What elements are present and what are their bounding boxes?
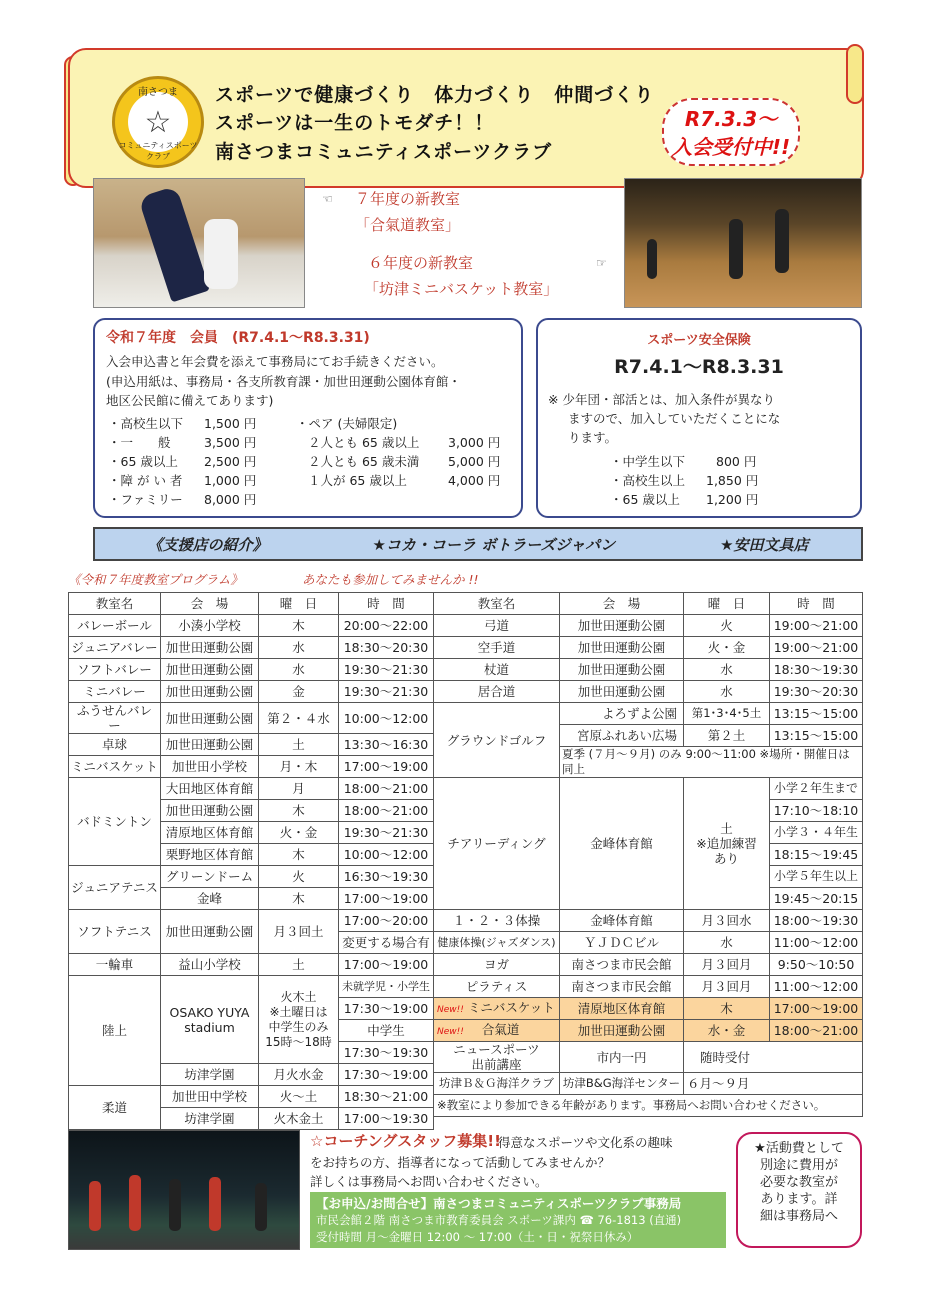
class-name: 居合道 <box>434 681 560 703</box>
table-row-new <box>434 998 863 1020</box>
time: 17:30～19:30 <box>339 1042 434 1064</box>
class-name: ミニバスケット <box>69 756 161 778</box>
time: 17:00～19:00 <box>770 998 863 1020</box>
venue: 加世田運動公園 <box>560 615 684 637</box>
day: 月３回月 <box>684 954 770 976</box>
time: 11:00～12:00 <box>770 932 863 954</box>
day: 水 <box>684 659 770 681</box>
coaching-title: ☆コーチングスタッフ募集!! <box>310 1132 501 1150</box>
class-name: バレーボール <box>69 615 161 637</box>
class-name: 陸上 <box>69 976 161 1086</box>
venue: 坊津学園 <box>161 1108 259 1130</box>
table-row <box>434 659 863 681</box>
pair-label: １人が 65 歳以上 <box>308 473 407 488</box>
day: 随時受付 <box>684 1042 863 1073</box>
day: 土 <box>259 954 339 976</box>
table-row <box>69 637 434 659</box>
day: 水・金 <box>684 1020 770 1042</box>
venue: 大田地区体育館 <box>161 778 259 800</box>
time: 17:00～19:00 <box>339 888 434 910</box>
logo-bottom-text: コミュニティスポーツクラブ <box>118 141 198 161</box>
fee-price: 3,500 円 <box>204 435 257 450</box>
fee-label: ・65 歳以上 <box>108 454 178 469</box>
table-row <box>434 703 863 725</box>
day: 火 <box>259 866 339 888</box>
time: 17:00～19:30 <box>339 1108 434 1130</box>
class-name: 柔道 <box>69 1086 161 1130</box>
time: 19:00～21:00 <box>770 615 863 637</box>
time: 17:00～19:00 <box>339 756 434 778</box>
venue: 小湊小学校 <box>161 615 259 637</box>
class-name: ジュニアバレー <box>69 637 161 659</box>
runner-figure <box>89 1181 101 1231</box>
venue: 加世田中学校 <box>161 1086 259 1108</box>
venue: グリーンドーム <box>161 866 259 888</box>
fee-label: ・高校生以下 <box>108 416 184 431</box>
time: 18:00～21:00 <box>770 1020 863 1042</box>
fee-label: ・ファミリー <box>108 492 183 507</box>
venue: 市内一円 <box>560 1042 684 1073</box>
header-cell: 曜 日 <box>684 593 770 615</box>
table-row <box>69 954 434 976</box>
recruit-text: 入会受付中!! <box>671 135 791 159</box>
time: 19:45～20:15 <box>770 888 863 910</box>
fee-price: 1,500 円 <box>204 416 257 431</box>
bubble-line: あります。詳 <box>760 1192 838 1207</box>
runner-figure <box>169 1179 181 1231</box>
time: 13:30～16:30 <box>339 734 434 756</box>
header-cell: 会 場 <box>560 593 684 615</box>
day: 月３回月 <box>684 976 770 998</box>
insurance-note-line: ります。 <box>568 430 618 445</box>
day: 水 <box>259 637 339 659</box>
banner-roll-right <box>846 44 864 104</box>
membership-desc: 地区公民館に備えてあります) <box>106 393 274 408</box>
membership-title: 令和７年度 会員 (R7.4.1～R8.3.31) <box>106 330 370 346</box>
insurance-period: R7.4.1～R8.3.31 <box>614 356 784 378</box>
venue: 加世田運動公園 <box>161 681 259 703</box>
time: 17:30～19:00 <box>339 998 434 1020</box>
table-row <box>69 910 434 932</box>
time: 10:00～12:00 <box>339 703 434 734</box>
venue: 加世田運動公園 <box>161 637 259 659</box>
logo-figure-icon: ☆ <box>128 92 188 152</box>
venue: 金峰体育館 <box>560 778 684 910</box>
day: 金 <box>259 681 339 703</box>
table-row <box>69 866 434 888</box>
fee-label: ・障 が い 者 <box>108 473 183 488</box>
time: 19:30～21:30 <box>339 681 434 703</box>
venue: 清原地区体育館 <box>161 822 259 844</box>
venue: よろずよ公園 <box>560 703 684 725</box>
day: 木 <box>259 615 339 637</box>
class-name <box>434 998 560 1020</box>
insurance-fee-list <box>610 452 758 509</box>
day <box>259 976 339 1064</box>
time: 19:30～21:30 <box>339 659 434 681</box>
aikido-figure-white <box>204 219 238 289</box>
pair-price: 3,000 円 <box>448 435 501 450</box>
venue: 加世田運動公園 <box>161 734 259 756</box>
fee-price: 8,000 円 <box>204 492 257 507</box>
age-note: ※教室により参加できる年齢があります。事務局へお問い合わせください。 <box>434 1095 863 1117</box>
class-name-text: 合氣道 <box>481 1021 520 1037</box>
insurance-title: スポーツ安全保険 <box>647 333 751 348</box>
time-note: 変更する場合有 <box>339 932 434 954</box>
pair-fee-list <box>296 414 500 490</box>
class-name <box>434 1020 560 1042</box>
table-row <box>434 681 863 703</box>
new-badge: New!! <box>437 1026 464 1037</box>
time: 13:15～15:00 <box>770 725 863 747</box>
venue: 益山小学校 <box>161 954 259 976</box>
venue: 金峰体育館 <box>560 910 684 932</box>
table-row <box>434 954 863 976</box>
day: 水 <box>684 681 770 703</box>
class-name: 一輪車 <box>69 954 161 976</box>
class-name: １・２・３体操 <box>434 910 560 932</box>
day-line: 火木土 <box>280 989 317 1004</box>
fee-label: ・一 般 <box>108 435 171 450</box>
venue <box>161 976 259 1064</box>
day: 土 <box>259 734 339 756</box>
time: 16:30～19:30 <box>339 866 434 888</box>
table-row <box>69 1086 434 1108</box>
day: 月・木 <box>259 756 339 778</box>
venue: 南さつま市民会館 <box>560 954 684 976</box>
time: 17:00～19:00 <box>339 954 434 976</box>
new-badge: New!! <box>437 1004 464 1015</box>
table-row <box>69 756 434 778</box>
contact-title: 【お申込/お問合せ】南さつまコミュニティスポーツクラブ事務局 <box>316 1196 682 1211</box>
day: 第２・４水 <box>259 703 339 734</box>
class-name: 卓球 <box>69 734 161 756</box>
venue: 加世田運動公園 <box>560 637 684 659</box>
program-title: 《令和７年度教室プログラム》 <box>68 572 243 587</box>
pair-label: ２人とも 65 歳以上 <box>308 435 420 450</box>
membership-fee-list <box>108 414 256 509</box>
day: 水 <box>259 659 339 681</box>
venue: 宮原ふれあい広場 <box>560 725 684 747</box>
time: 18:30～19:30 <box>770 659 863 681</box>
new-class-r6-title: ６年度の新教室 <box>368 254 474 272</box>
slogan-line2: スポーツは一生のトモダチ！！ <box>215 112 495 134</box>
ins-fee-label: ・65 歳以上 <box>610 492 680 507</box>
table-header-row <box>69 593 434 615</box>
aikido-photo <box>93 178 305 308</box>
coaching-text: をお持ちの方、指導者になって活動してみませんか？ <box>310 1155 611 1170</box>
runner-figure <box>129 1175 141 1231</box>
class-name: ヨガ <box>434 954 560 976</box>
class-name: バドミントン <box>69 778 161 866</box>
venue: ＹＪＤＣビル <box>560 932 684 954</box>
header-cell: 教室名 <box>434 593 560 615</box>
day: 月３回水 <box>684 910 770 932</box>
runners-photo <box>68 1130 300 1250</box>
venue: 坊津B&G海洋センター <box>560 1073 684 1095</box>
new-class-r6-name: 「坊津ミニバスケット教室」 <box>364 280 559 298</box>
day-line: あり <box>713 851 739 866</box>
time: 18:00～21:00 <box>339 778 434 800</box>
time: 19:30～20:30 <box>770 681 863 703</box>
day: 火・金 <box>684 637 770 659</box>
time: 10:00～12:00 <box>339 844 434 866</box>
time: 17:30～19:00 <box>339 1064 434 1086</box>
venue: 坊津学園 <box>161 1064 259 1086</box>
bubble-line: ★活動費として <box>754 1141 844 1156</box>
day-line: 15時～18時 <box>265 1034 332 1049</box>
pair-title: ・ペア (夫婦限定) <box>296 416 398 431</box>
venue: 清原地区体育館 <box>560 998 684 1020</box>
day: 木 <box>259 800 339 822</box>
table-row <box>434 976 863 998</box>
time: 17:10～18:10 <box>770 800 863 822</box>
fee-note-bubble <box>736 1132 862 1248</box>
class-name: ふうせんバレー <box>69 703 161 734</box>
venue: 南さつま市民会館 <box>560 976 684 998</box>
class-name: ジュニアテニス <box>69 866 161 910</box>
day: 第２土 <box>684 725 770 747</box>
venue: 加世田運動公園 <box>560 659 684 681</box>
time: 18:00～19:30 <box>770 910 863 932</box>
table-header-row <box>434 593 863 615</box>
day: 月火水金 <box>259 1064 339 1086</box>
day-line: ※土曜日は <box>269 1004 328 1019</box>
time: 18:30～21:00 <box>339 1086 434 1108</box>
class-name: ソフトテニス <box>69 910 161 954</box>
class-name: 坊津Ｂ＆Ｇ海洋クラブ <box>434 1073 560 1095</box>
day: 火木金土 <box>259 1108 339 1130</box>
table-row-new <box>434 1020 863 1042</box>
slogan-line1: スポーツで健康づくり 体力づくり 仲間づくり <box>215 84 655 106</box>
time: 18:30～20:30 <box>339 637 434 659</box>
recruit-date: R7.3.3～ <box>684 107 778 131</box>
pointing-hand-icon: ☜ <box>322 192 333 206</box>
class-name: 杖道 <box>434 659 560 681</box>
table-row <box>69 615 434 637</box>
ins-fee-price: 1,850 円 <box>706 473 759 488</box>
day: 木 <box>259 888 339 910</box>
venue: 加世田運動公園 <box>560 681 684 703</box>
day: 火～土 <box>259 1086 339 1108</box>
class-name: 空手道 <box>434 637 560 659</box>
class-name <box>434 1042 560 1073</box>
time: 11:00～12:00 <box>770 976 863 998</box>
schedule-table-right <box>433 592 863 1117</box>
membership-desc: (申込用紙は、事務局・各支所教育課・加世田運動公園体育館・ <box>106 374 461 389</box>
ins-fee-price: 800 円 <box>716 454 757 469</box>
basketball-photo <box>624 178 862 308</box>
venue: 金峰 <box>161 888 259 910</box>
fee-price: 1,000 円 <box>204 473 257 488</box>
header-cell: 時 間 <box>339 593 434 615</box>
insurance-note-line: ※ 少年団・部活とは、加入条件が異なり <box>548 392 775 407</box>
table-row <box>69 703 434 734</box>
time: 20:00～22:00 <box>339 615 434 637</box>
class-name-line: 出前講座 <box>471 1057 522 1072</box>
insurance-note <box>548 390 780 447</box>
day <box>684 778 770 910</box>
new-class-r7-name: 「合氣道教室」 <box>355 216 461 234</box>
day-line: 中学生のみ <box>268 1019 329 1034</box>
class-name: ソフトバレー <box>69 659 161 681</box>
table-row <box>434 1073 863 1095</box>
table-row <box>434 615 863 637</box>
day: 月 <box>259 778 339 800</box>
pair-label: ２人とも 65 歳未満 <box>308 454 420 469</box>
ins-fee-price: 1,200 円 <box>706 492 759 507</box>
player-figure <box>775 209 789 273</box>
time: 13:15～15:00 <box>770 703 863 725</box>
time-note: 未就学児・小学生 <box>339 976 434 998</box>
logo-top-text: 南さつま <box>138 87 178 98</box>
ins-fee-label: ・中学生以下 <box>610 454 686 469</box>
contact-hours: 受付時間 月～金曜日 12:00 ～ 17:00（土・日・祝祭日休み） <box>316 1230 639 1244</box>
player-figure <box>647 239 657 279</box>
day: 火 <box>684 615 770 637</box>
coaching-text: 詳しくは事務局へお問い合わせください。 <box>310 1174 548 1189</box>
summer-note: 夏季 (７月～９月) のみ 9:00～11:00 ※場所・開催日は同上 <box>560 747 863 778</box>
bubble-line: 別途に費用が <box>759 1158 838 1173</box>
venue: 加世田運動公園 <box>161 703 259 734</box>
time: 9:50～10:50 <box>770 954 863 976</box>
supporter-item: ★安田文具店 <box>720 535 809 554</box>
pointing-hand-icon: ☞ <box>596 256 607 270</box>
class-name: ピラティス <box>434 976 560 998</box>
supporters-bar <box>93 527 863 561</box>
ins-fee-label: ・高校生以上 <box>610 473 686 488</box>
venue-line: stadium <box>184 1019 235 1035</box>
venue-line: OSAKO YUYA <box>169 1004 250 1020</box>
header-cell: 曜 日 <box>259 593 339 615</box>
club-logo <box>112 76 204 168</box>
time: 19:30～21:30 <box>339 822 434 844</box>
table-row <box>69 976 434 998</box>
bubble-line: 細は事務局へ <box>759 1209 838 1224</box>
class-name-line: ニュースポーツ <box>453 1042 540 1057</box>
venue: 栗野地区体育館 <box>161 844 259 866</box>
day: 木 <box>684 998 770 1020</box>
table-row <box>69 734 434 756</box>
class-name-text: ミニバスケット <box>467 999 555 1015</box>
header-cell: 会 場 <box>161 593 259 615</box>
recruit-badge <box>662 98 800 166</box>
table-row <box>434 778 863 800</box>
membership-desc: 入会申込書と年会費を添えて事務局にてお手続きください。 <box>106 354 444 369</box>
aikido-figure-dark <box>138 186 210 303</box>
class-name: 健康体操(ジャズダンス) <box>434 932 560 954</box>
pair-price: 4,000 円 <box>448 473 501 488</box>
table-row <box>69 681 434 703</box>
table-row <box>434 932 863 954</box>
pair-price: 5,000 円 <box>448 454 501 469</box>
time: 18:15～19:45 <box>770 844 863 866</box>
time-note: 中学生 <box>339 1020 434 1042</box>
grade-note: 小学３・４年生 <box>770 822 863 844</box>
new-class-r7-title: ７年度の新教室 <box>355 190 461 208</box>
table-row <box>69 778 434 800</box>
bubble-line: 必要な教室が <box>759 1175 838 1190</box>
venue: 加世田小学校 <box>161 756 259 778</box>
venue: 加世田運動公園 <box>161 659 259 681</box>
player-figure <box>729 219 743 279</box>
contact-box <box>310 1192 726 1248</box>
insurance-note-line: ますので、加入していただくことにな <box>568 411 781 426</box>
table-row <box>434 1095 863 1117</box>
fee-price: 2,500 円 <box>204 454 257 469</box>
day: 木 <box>259 844 339 866</box>
class-name: 弓道 <box>434 615 560 637</box>
venue: 加世田運動公園 <box>161 910 259 954</box>
day: 火・金 <box>259 822 339 844</box>
supporters-title: 《支援店の紹介》 <box>147 535 268 554</box>
header-cell: 教室名 <box>69 593 161 615</box>
header-cell: 時 間 <box>770 593 863 615</box>
grade-note: 小学２年生まで <box>770 778 863 800</box>
supporter-item: ★コカ・コーラ ボトラーズジャパン <box>372 535 616 554</box>
day: 第1･3･4･5土 <box>684 703 770 725</box>
class-name: ミニバレー <box>69 681 161 703</box>
program-subtitle: あなたも参加してみませんか !! <box>302 572 479 587</box>
table-row <box>69 659 434 681</box>
contact-address: 市民会館２階 南さつま市教育委員会 スポーツ課内 ☎ 76-1813 (直通) <box>316 1213 682 1227</box>
day-line: ※追加練習 <box>696 836 757 851</box>
runner-figure <box>209 1177 221 1231</box>
schedule-table-left <box>68 592 434 1130</box>
class-name: グラウンドゴルフ <box>434 703 560 778</box>
day-line: 土 <box>720 821 733 836</box>
runner-figure <box>255 1183 267 1231</box>
class-name: チアリーディング <box>434 778 560 910</box>
table-row <box>434 637 863 659</box>
grade-note: 小学５年生以上 <box>770 866 863 888</box>
time: 18:00～21:00 <box>339 800 434 822</box>
coaching-text: 得意なスポーツや文化系の趣味 <box>498 1135 673 1150</box>
club-name: 南さつまコミュニティスポーツクラブ <box>215 141 553 163</box>
venue: 加世田運動公園 <box>161 800 259 822</box>
day: ６月～９月 <box>684 1073 863 1095</box>
day: 水 <box>684 932 770 954</box>
table-row <box>434 910 863 932</box>
time: 19:00～21:00 <box>770 637 863 659</box>
day: 月３回土 <box>259 910 339 954</box>
time: 17:00～20:00 <box>339 910 434 932</box>
venue: 加世田運動公園 <box>560 1020 684 1042</box>
